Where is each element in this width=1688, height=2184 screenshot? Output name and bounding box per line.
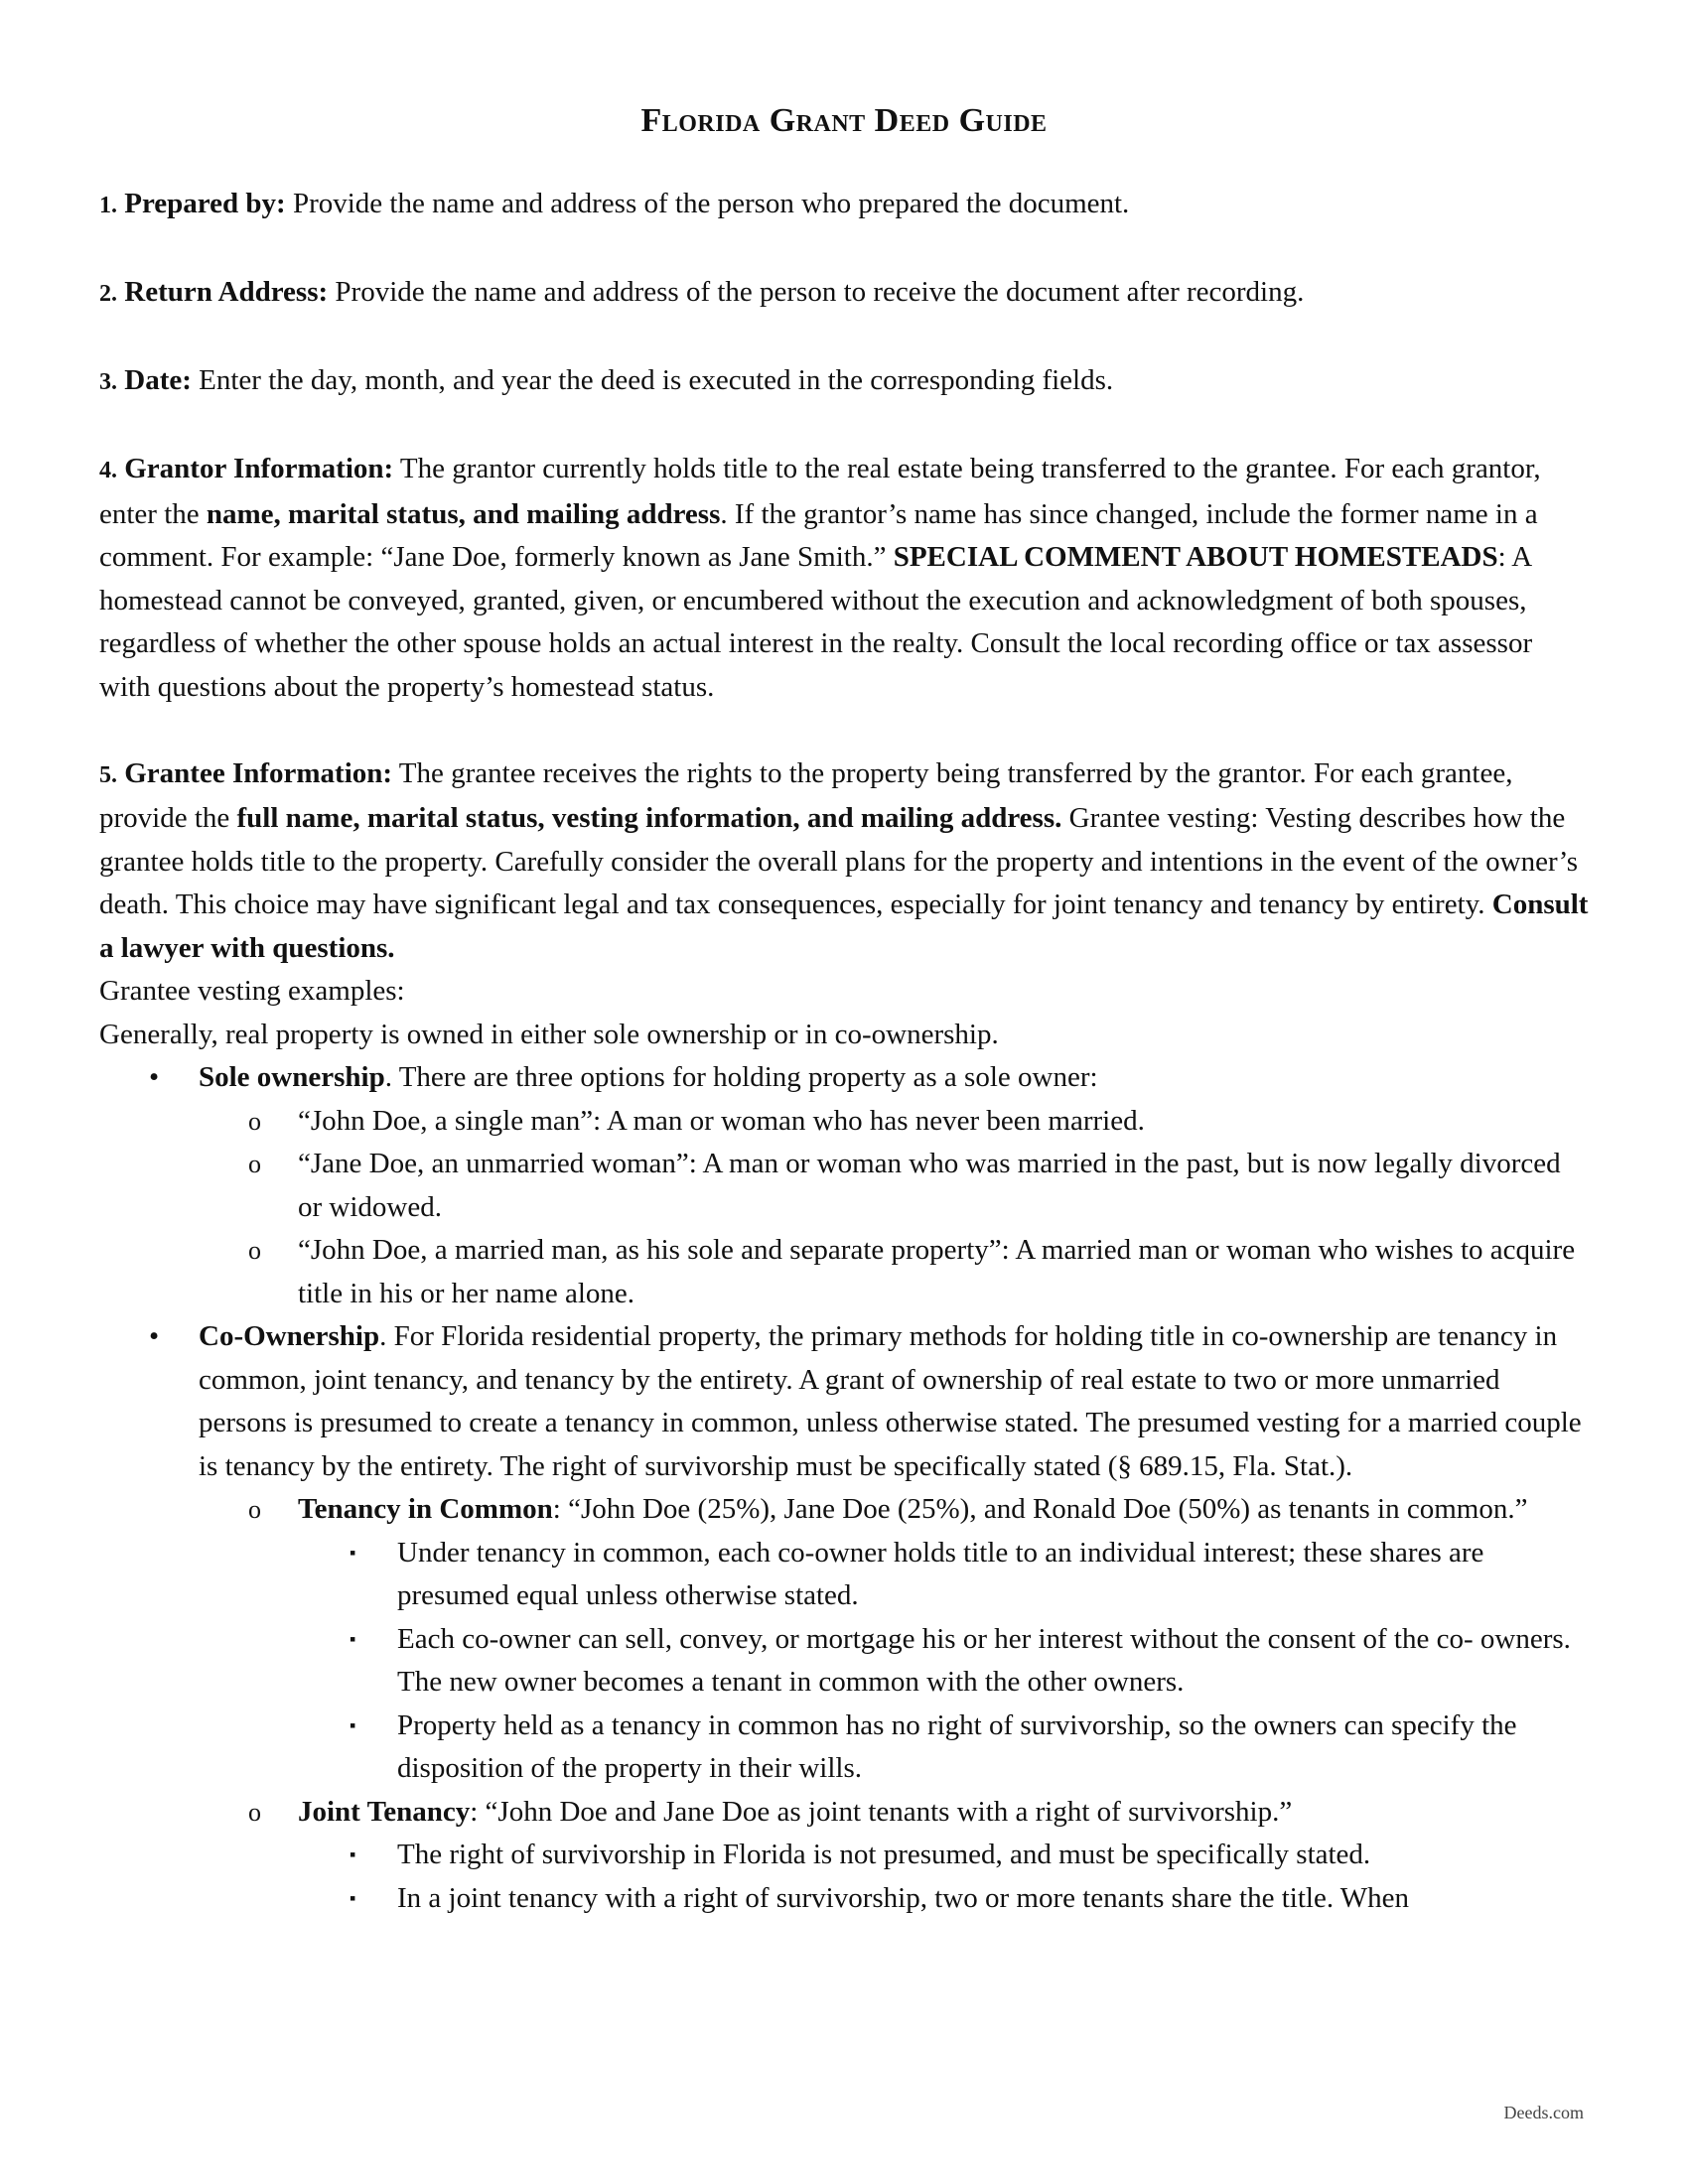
bullet-icon: • [149,1061,160,1093]
section-grantee-information: 5. Grantee Information: The grantee receives the rights to the property being transferred by the grantor. For each grantee, provide the full name, marital status, vesting information, and mailing address. Grantee vesting: Vesting describes how the grantee holds title to the property. Carefully consider the overall plans for the property and intentions in the event of the owner’s death. This choice may have significant legal and tax consequences, especially for joint tenancy and tenancy by entirety. Consult a lawyer with questions. [99,756,1589,964]
list-item: ▪ The right of survivorship in Florida is not presumed, and must be specifically stated. [99,1834,1589,1877]
list-item: ▪ Under tenancy in common, each co-owner holds title to an individual interest; these shares are presumed equal unless otherwise stated. [99,1532,1589,1618]
circle-bullet-icon: o [248,1150,261,1178]
section-prepared-by: 1. Prepared by: Provide the name and address of the person who prepared the document. [99,188,1130,219]
section-date: 3. Date: Enter the day, month, and year the deed is executed in the corresponding fields. [99,364,1114,396]
list-item: o “Jane Doe, an unmarried woman”: A man or woman who was married in the past, but is now legally divorced or widowed. [99,1143,1589,1229]
list-item-tenancy-in-common: o Tenancy in Common: “John Doe (25%), Jane Doe (25%), and Ronald Doe (50%) as tenants in common.” [99,1488,1589,1532]
list-item: o “John Doe, a married man, as his sole and separate property”: A married man or woman who wishes to acquire title in his or her name alone. [99,1229,1589,1315]
list-item-co-ownership: • Co-Ownership. For Florida residential property, the primary methods for holding title in co-ownership are tenancy in common, joint tenancy, and tenancy by the entirety. A grant of ownership of real estate to two or more unmarried persons is presumed to create a tenancy in common, unless otherwise stated. The presumed vesting for a married couple is tenancy by the entirety. The right of survivorship must be specifically stated (§ 689.15, Fla. Stat.). [99,1315,1589,1488]
square-bullet-icon: ▪ [350,1628,356,1649]
ownership-intro: Generally, real property is owned in either sole ownership or in co-ownership. [99,1018,999,1050]
square-bullet-icon: ▪ [350,1714,356,1735]
list-item-joint-tenancy: o Joint Tenancy: “John Doe and Jane Doe as joint tenants with a right of survivorship.” [99,1791,1589,1835]
list-item: o “John Doe, a single man”: A man or woman who has never been married. [99,1100,1589,1144]
document-page [99,99,1589,1920]
list-item-sole-ownership: • Sole ownership. There are three options for holding property as a sole owner: [99,1056,1589,1100]
circle-bullet-icon: o [248,1797,261,1827]
footer-brand: Deeds.com [1503,2103,1584,2122]
circle-bullet-icon: o [248,1236,261,1265]
square-bullet-icon: ▪ [350,1844,356,1864]
grantee-vesting-examples-label: Grantee vesting examples: [99,975,405,1007]
section-grantor-information: 4. Grantor Information: The grantor currently holds title to the real estate being transferred to the grantee. For each grantor, enter the name, marital status, and mailing address. If the grantor’s name has since changed, include the former name in a comment. For example: “Jane Doe, formerly known as Jane Smith.” SPECIAL COMMENT ABOUT HOMESTEADS: A homestead cannot be conveyed, granted, given, or encumbered without the execution and acknowledgment of both spouses, regardless of whether the other spouse holds an actual interest in the realty. Consult the local recording office or tax assessor with questions about the property’s homestead status. [99,453,1541,703]
circle-bullet-icon: o [248,1106,261,1136]
list-item: ▪ Property held as a tenancy in common has no right of survivorship, so the owners can specify the disposition of the property in their wills. [99,1705,1589,1791]
section-return-address: 2. Return Address: Provide the name and address of the person to receive the document after recording. [99,276,1305,308]
list-item: ▪ In a joint tenancy with a right of survivorship, two or more tenants share the title. When [99,1877,1589,1921]
square-bullet-icon: ▪ [350,1887,356,1908]
document-title: Florida Grant Deed Guide [640,102,1048,139]
square-bullet-icon: ▪ [350,1542,356,1563]
bullet-icon: • [149,1320,160,1352]
circle-bullet-icon: o [248,1495,261,1524]
list-item: ▪ Each co-owner can sell, convey, or mortgage his or her interest without the consent of the co- owners. The new owner becomes a tenant in common with the other owners. [99,1618,1589,1705]
